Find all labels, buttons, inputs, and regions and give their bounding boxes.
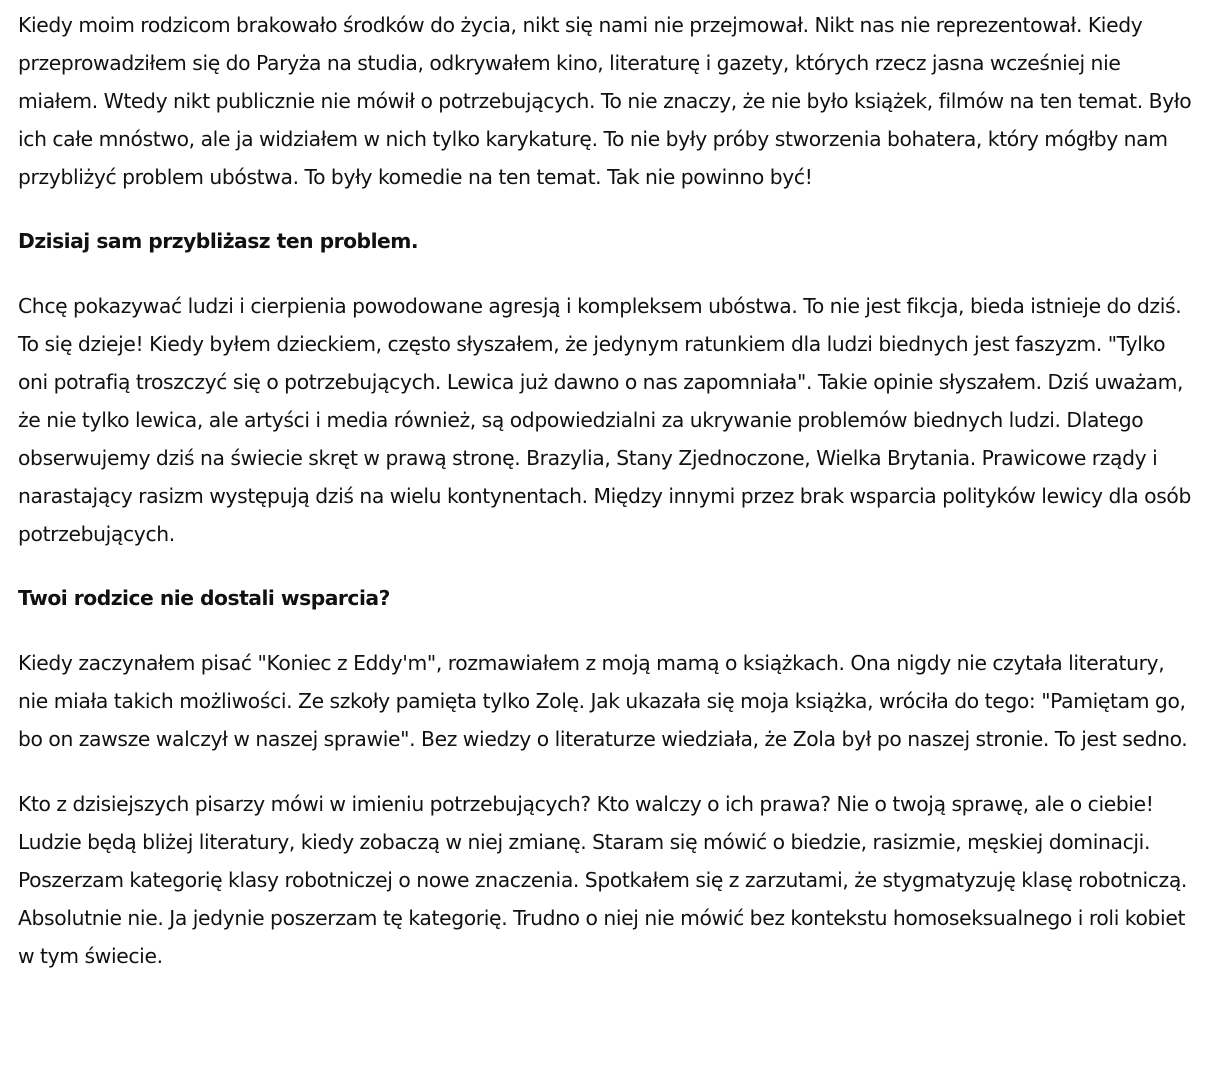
answer-paragraph: Kiedy moim rodzicom brakowało środków do życia, nikt się nami nie przejmował. Nikt nas nie reprezentował. Kiedy przeprowadziłem się do Paryża na studia, odkrywałem kino, literaturę i gazety, których rzecz jasna wcześniej nie miałem. Wtedy nikt publicznie nie mówił o potrzebujących. To nie znaczy, że nie było książek, filmów na ten temat. Było ich całe mnóstwo, ale ja widziałem w nich tylko karykaturę. To nie były próby stworzenia bohatera, który mógłby nam przybliżyć problem ubóstwa. To były komedie na ten temat. Tak nie powinno być! [18, 13, 1192, 189]
answer-paragraph: Chcę pokazywać ludzi i cierpienia powodowane agresją i kompleksem ubóstwa. To nie jest fikcja, bieda istnieje do dziś. To się dzieje! Kiedy byłem dzieckiem, często słyszałem, że jedynym ratunkiem dla ludzi biednych jest faszyzm. "Tylko oni potrafią troszczyć się o potrzebujących. Lewica już dawno o nas zapomniała". Takie opinie słyszałem. Dziś uważam, że nie tylko lewica, ale artyści i media również, są odpowiedzialni za ukrywanie problemów biednych ludzi. Dlatego obserwujemy dziś na świecie skręt w prawą stronę. Brazylia, Stany Zjednoczone, Wielka Brytania. Prawicowe rządy i narastający rasizm występują dziś na wielu kontynentach. Między innymi przez brak wsparcia polityków lewicy dla osób potrzebujących. [18, 294, 1192, 546]
answer-paragraph: Kiedy zaczynałem pisać "Koniec z Eddy'm", rozmawiałem z moją mamą o książkach. Ona nigdy nie czytała literatury, nie miała takich możliwości. Ze szkoły pamięta tylko Zolę. Jak ukazała się moja książka, wróciła do tego: "Pamiętam go, bo on zawsze walczył w naszej sprawie". Bez wiedzy o literaturze wiedziała, że Zola był po naszej stronie. To jest sedno. [18, 651, 1188, 751]
interview-question: Twoi rodzice nie dostali wsparcia? [18, 586, 390, 610]
interview-article [0, 6, 1210, 975]
answer-paragraph: Kto z dzisiejszych pisarzy mówi w imieniu potrzebujących? Kto walczy o ich prawa? Nie o twoją sprawę, ale o ciebie! Ludzie będą bliżej literatury, kiedy zobaczą w niej zmianę. Staram się mówić o biedzie, rasizmie, męskiej dominacji. Poszerzam kategorię klasy robotniczej o nowe znaczenia. Spotkałem się z zarzutami, że stygmatyzuję klasę robotniczą. Absolutnie nie. Ja jedynie poszerzam tę kategorię. Trudno o niej nie mówić bez kontekstu homoseksualnego i roli kobiet w tym świecie. [18, 792, 1188, 968]
interview-question: Dzisiaj sam przybliżasz ten problem. [18, 229, 419, 253]
